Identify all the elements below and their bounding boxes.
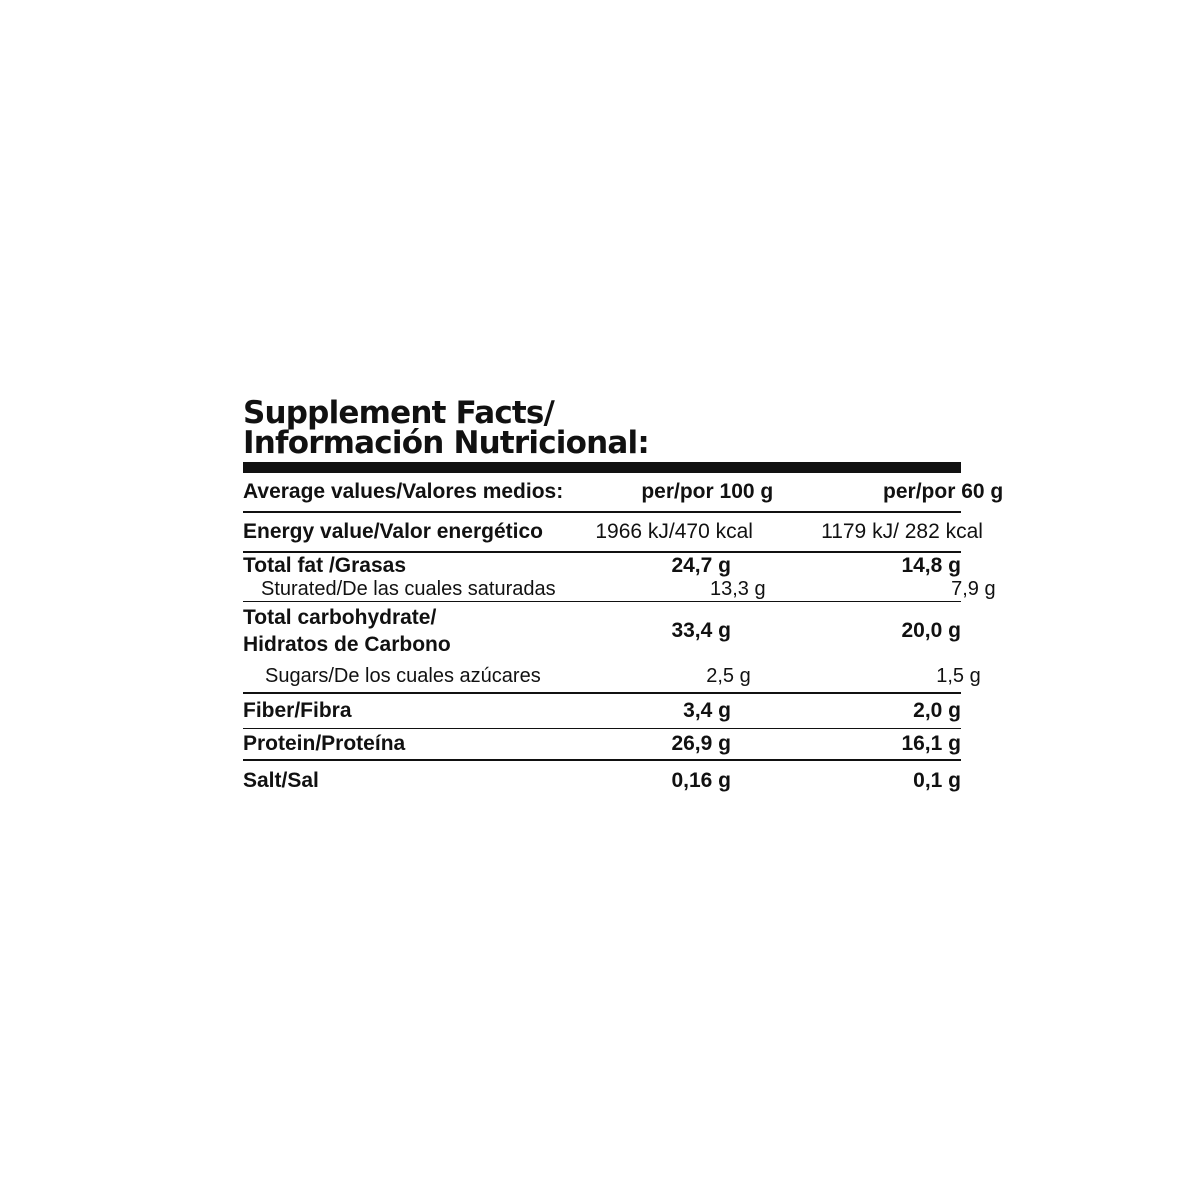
sugars-row bbox=[243, 660, 981, 692]
protein-row bbox=[243, 729, 961, 759]
header-per60: per/por 60 g bbox=[883, 480, 1004, 503]
carbohydrate-label-line-1: Total carbohydrate/ bbox=[243, 606, 437, 629]
protein-label: Protein/Proteína bbox=[243, 732, 406, 755]
header-label: Average values/Valores medios: bbox=[243, 480, 564, 503]
salt-per100: 0,16 g bbox=[671, 768, 731, 792]
protein-per60: 16,1 g bbox=[901, 732, 961, 755]
carbohydrate-label bbox=[243, 604, 521, 658]
salt-label: Salt/Sal bbox=[243, 768, 319, 792]
supplement-facts-panel bbox=[243, 395, 1004, 801]
sugars-per60: 1,5 g bbox=[936, 664, 981, 687]
header-per100: per/por 100 g bbox=[641, 480, 774, 503]
saturated-per60: 7,9 g bbox=[951, 578, 996, 600]
fat-label: Total fat /Grasas bbox=[243, 553, 406, 577]
saturated-row bbox=[243, 578, 996, 601]
carbohydrate-label-line-2: Hidratos de Carbono bbox=[243, 633, 451, 656]
energy-row bbox=[243, 513, 983, 551]
protein-per100: 26,9 g bbox=[671, 732, 731, 755]
title-divider bbox=[243, 462, 961, 473]
header-row bbox=[243, 473, 1004, 511]
fiber-per60: 2,0 g bbox=[913, 698, 961, 722]
panel-title bbox=[243, 395, 961, 461]
carbohydrate-per100: 33,4 g bbox=[671, 619, 731, 642]
carbohydrate-per60: 20,0 g bbox=[901, 619, 961, 642]
saturated-label: Sturated/De las cuales saturadas bbox=[261, 578, 556, 600]
energy-label: Energy value/Valor energético bbox=[243, 520, 543, 543]
title-line-1: Supplement Facts/ bbox=[243, 395, 555, 431]
fat-per100: 24,7 g bbox=[671, 553, 731, 577]
fiber-row bbox=[243, 694, 961, 728]
sugars-label: Sugars/De los cuales azúcares bbox=[265, 664, 541, 687]
salt-per60: 0,1 g bbox=[913, 768, 961, 792]
title-line-2: Información Nutricional: bbox=[243, 425, 649, 461]
saturated-per100: 13,3 g bbox=[710, 578, 766, 600]
fiber-label: Fiber/Fibra bbox=[243, 698, 352, 722]
energy-per100: 1966 kJ/470 kcal bbox=[595, 520, 753, 543]
sugars-per100: 2,5 g bbox=[706, 664, 751, 687]
energy-per60: 1179 kJ/ 282 kcal bbox=[821, 520, 983, 543]
carbohydrate-row bbox=[243, 602, 961, 660]
fiber-per100: 3,4 g bbox=[683, 698, 731, 722]
fat-row bbox=[243, 553, 961, 579]
fat-per60: 14,8 g bbox=[901, 553, 961, 577]
salt-row bbox=[243, 761, 961, 801]
